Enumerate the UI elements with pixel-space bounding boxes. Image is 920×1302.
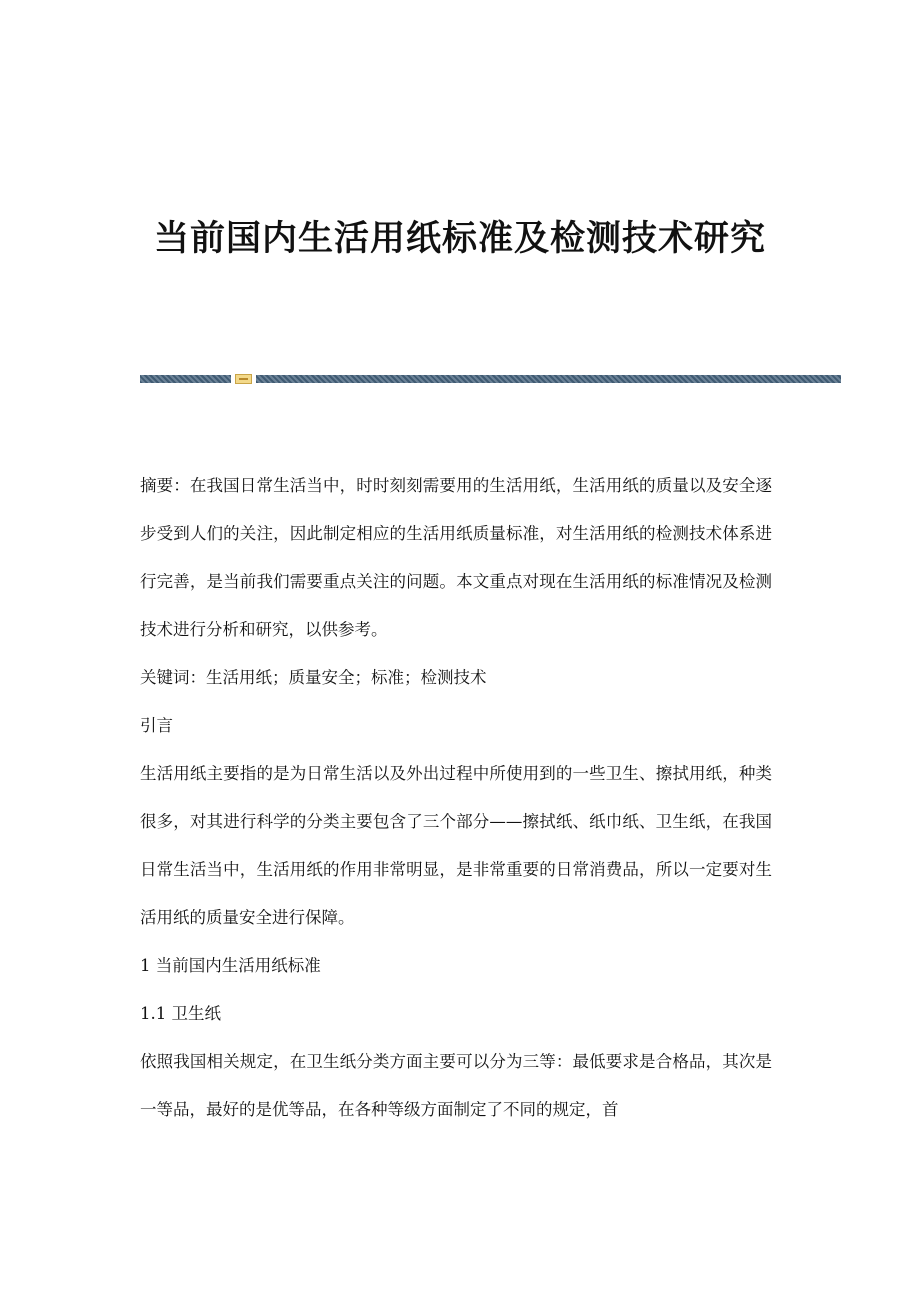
paper-title: 当前国内生活用纸标准及检测技术研究 — [153, 218, 766, 259]
section-1-1-paragraph: 依照我国相关规定，在卫生纸分类方面主要可以分为三等：最低要求是合格品，其次是一等品，最好的是优等品，在各种等级方面制定了不同的规定，首 — [140, 1052, 772, 1119]
divider-ornament-icon — [235, 374, 252, 384]
intro-paragraph: 生活用纸主要指的是为日常生活以及外出过程中所使用到的一些卫生、擦拭用纸，种类很多，对其进行科学的分类主要包含了三个部分——擦拭纸、纸巾纸、卫生纸，在我国日常生活当中，生活用纸的作用非常明显，是非常重要的日常消费品，所以一定要对生活用纸的质量安全进行保障。 — [140, 764, 772, 927]
keywords-line: 关键词：生活用纸；质量安全；标准；检测技术 — [140, 668, 487, 687]
title-divider — [140, 374, 841, 384]
intro-heading: 引言 — [140, 716, 173, 735]
divider-right-segment — [256, 375, 841, 383]
section-1-heading: 1 当前国内生活用纸标准 — [140, 956, 321, 975]
section-1-1-heading: 1.1 卫生纸 — [140, 1004, 221, 1023]
divider-left-segment — [140, 375, 231, 383]
paper-body — [140, 462, 772, 1134]
abstract-paragraph: 摘要：在我国日常生活当中，时时刻刻需要用的生活用纸，生活用纸的质量以及安全逐步受到人们的关注，因此制定相应的生活用纸质量标准，对生活用纸的检测技术体系进行完善，是当前我们需要重点关注的问题。本文重点对现在生活用纸的标准情况及检测技术进行分析和研究，以供参考。 — [140, 476, 772, 639]
